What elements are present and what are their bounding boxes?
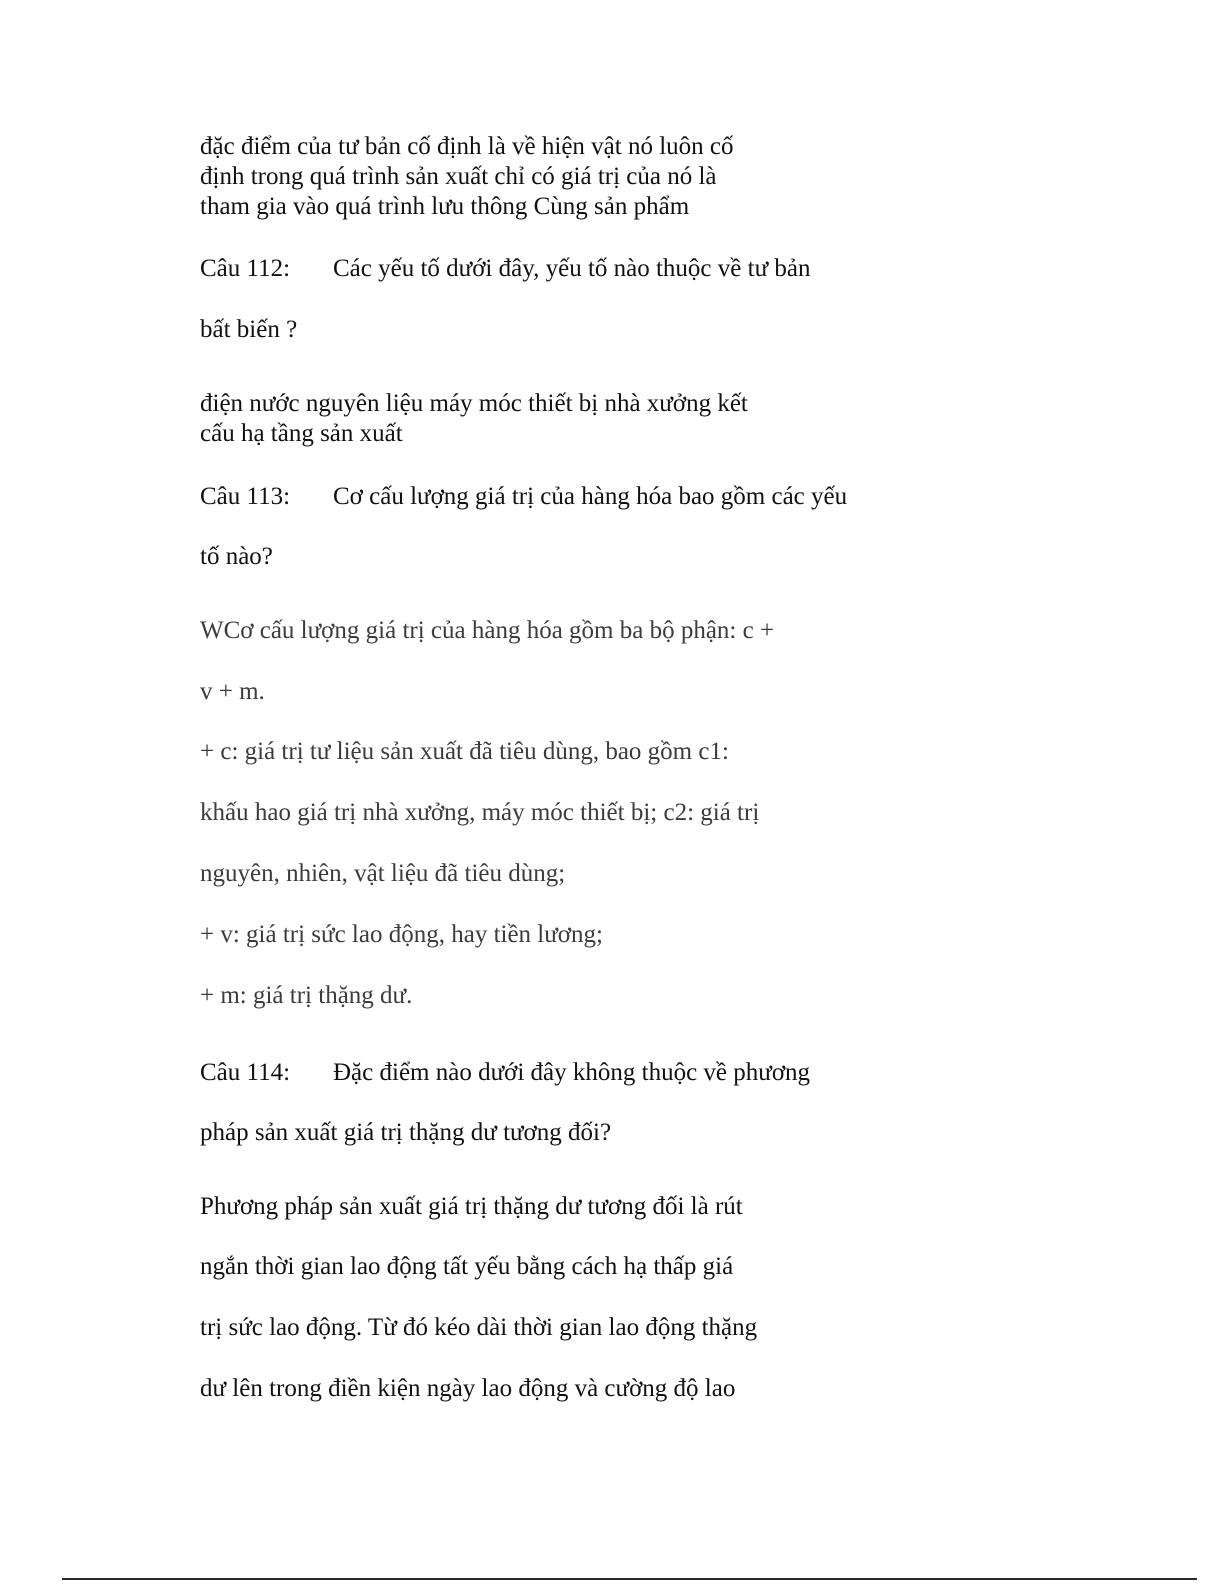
answer-114-line-1: Phương pháp sản xuất giá trị thặng dư tương đối là rút [200,1193,743,1220]
question-112-number: Câu 112: [200,255,291,282]
answer-114-line-2: ngắn thời gian lao động tất yếu bằng cách hạ thấp giá [200,1253,734,1280]
answer-113-line-4: khấu hao giá trị nhà xưởng, máy móc thiết bị; c2: giá trị [200,799,760,826]
answer-114-line-4: dư lên trong điền kiện ngày lao động và cường độ lao [200,1375,736,1402]
answer-113-line-6: + v: giá trị sức lao động, hay tiền lương; [200,921,603,948]
answer-113-line-3: + c: giá trị tư liệu sản xuất đã tiêu dùng, bao gồm c1: [200,738,729,765]
answer-113-line-7: + m: giá trị thặng dư. [200,982,413,1009]
answer-111-line-3: tham gia vào quá trình lưu thông Cùng sản phẩm [200,193,690,220]
question-113-line-1 [200,482,847,512]
answer-111-line-1: đặc điểm của tư bản cố định là về hiện vật nó luôn cố [200,133,734,160]
question-114-line-2: pháp sản xuất giá trị thặng dư tương đối? [200,1119,612,1146]
answer-113-line-1: WCơ cấu lượng giá trị của hàng hóa gồm ba bộ phận: c + [200,617,775,644]
answer-113-line-2: v + m. [200,678,265,705]
question-113-text: Cơ cấu lượng giá trị của hàng hóa bao gồm các yếu [333,483,848,510]
question-112-line-2: bất biến ? [200,316,298,343]
answer-112-line-1: điện nước nguyên liệu máy móc thiết bị nhà xưởng kết [200,390,748,417]
answer-111-line-2: định trong quá trình sản xuất chỉ có giá trị của nó là [200,163,717,190]
answer-114-line-3: trị sức lao động. Từ đó kéo dài thời gian lao động thặng [200,1314,758,1341]
question-114-text: Đặc điểm nào dưới đây không thuộc về phương [333,1059,811,1086]
question-114-number: Câu 114: [200,1059,291,1086]
question-113-number: Câu 113: [200,483,291,510]
answer-112-line-2: cấu hạ tầng sản xuất [200,420,403,447]
answer-113-line-5: nguyên, nhiên, vật liệu đã tiêu dùng; [200,860,566,887]
question-114-line-1 [200,1058,810,1088]
question-112-line-1 [200,254,810,284]
question-113-line-2: tố nào? [200,543,273,570]
page-bottom-divider [62,1578,1197,1580]
question-112-text: Các yếu tố dưới đây, yếu tố nào thuộc về tư bản [333,255,811,282]
